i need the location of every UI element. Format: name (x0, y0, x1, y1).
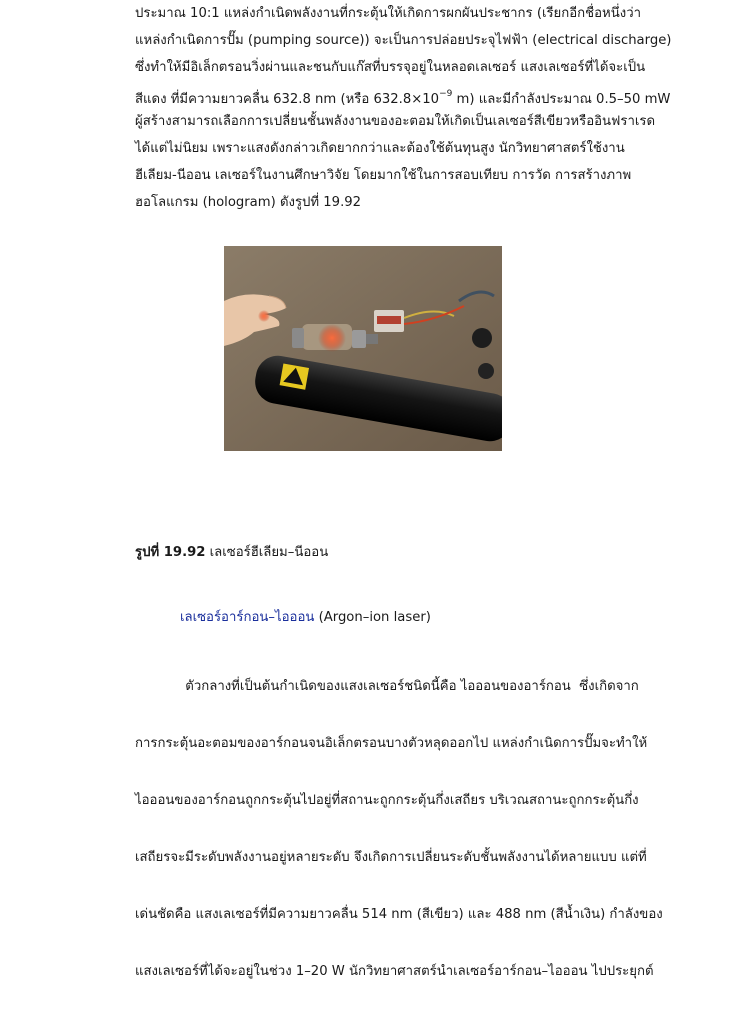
text-line: ผู้สร้างสามารถเลือกการเปลี่ยนชั้นพลังงานของอะตอมให้เกิดเป็นเลเซอร์สีเขียวหรืออินฟราเรด (135, 114, 656, 129)
text-line: ฮอโลแกรม (hologram) ดังรูปที่ 19.92 (135, 195, 362, 210)
text-line: ฮีเลียม-นีออน เลเซอร์ในงานศึกษาวิจัย โดยมากใช้ในการสอบเทียบ การวัด การสร้างภาพ (135, 168, 632, 183)
text-line: ไอออนของอาร์กอนถูกกระตุ้นไปอยู่ที่สถานะถูกกระตุ้นกึ่งเสถียร บริเวณสถานะถูกกระตุ้นกึ่ง (135, 793, 639, 808)
section-title: เลเซอร์อาร์กอน–ไอออน (180, 610, 315, 625)
caption-label: รูปที่ 19.92 (135, 545, 206, 560)
caption-text: เลเซอร์ฮีเลียม–นีออน (205, 545, 329, 560)
text-line: แสงเลเซอร์ที่ได้จะอยู่ในช่วง 1–20 W นักวิทยาศาสตร์นำเลเซอร์อาร์กอน–ไอออน ไปประยุกต์ (135, 964, 654, 979)
text-line: แหล่งกำเนิดการปั๊ม (pumping source)) จะเป็นการปล่อยประจุไฟฟ้า (electrical discharge) (135, 33, 672, 48)
text-line: ได้แต่ไม่นิยม เพราะแสงดังกล่าวเกิดยากกว่าและต้องใช้ต้นทุนสูง นักวิทยาศาสตร์ใช้งาน (135, 141, 625, 156)
text-line-wavelength (135, 81, 675, 108)
text-line: การกระตุ้นอะตอมของอาร์กอนจนอิเล็กตรอนบางตัวหลุดออกไป แหล่งกำเนิดการปั๊มจะทำให้ (135, 736, 648, 751)
wavelength-text: สีแดง ที่มีความยาวคลื่น 632.8 nm (หรือ 632.8×10 (135, 92, 440, 107)
text-line: ซึ่งทำให้มีอิเล็กตรอนวิ่งผ่านและชนกับแก๊สที่บรรจุอยู่ในหลอดเลเซอร์ แสงเลเซอร์ที่ได้จะเป็น (135, 60, 646, 75)
exponent: −9 (439, 89, 453, 99)
text-line: ประมาณ 10:1 แหล่งกำเนิดพลังงานที่กระตุ้นให้เกิดการผกผันประชากร (เรียกอีกชื่อหนึ่งว่า (135, 6, 641, 21)
text-line: เด่นชัดคือ แสงเลเซอร์ที่มีความยาวคลื่น 514 nm (สีเขียว) และ 488 nm (สีน้ำเงิน) กำลังของ (135, 907, 663, 922)
laser-photo-icon (224, 246, 502, 451)
section-heading (180, 606, 431, 627)
text-line: ตัวกลางที่เป็นต้นกำเนิดของแสงเลเซอร์ชนิดนี้คือ ไอออนของอาร์กอน ซึ่งเกิดจาก (135, 679, 639, 694)
figure-caption (135, 541, 328, 562)
paragraph-argon-ion (135, 643, 675, 1015)
text-line: เสถียรจะมีระดับพลังงานอยู่หลายระดับ จึงเกิดการเปลี่ยนระดับชั้นพลังงานได้หลายแบบ แต่ที่ (135, 850, 647, 865)
paragraph-helium-neon (135, 0, 675, 216)
section-subtitle: (Argon–ion laser) (314, 610, 431, 625)
helium-neon-laser-photo (224, 246, 502, 451)
power-text: m) และมีกำลังประมาณ 0.5–50 mW (452, 92, 671, 107)
